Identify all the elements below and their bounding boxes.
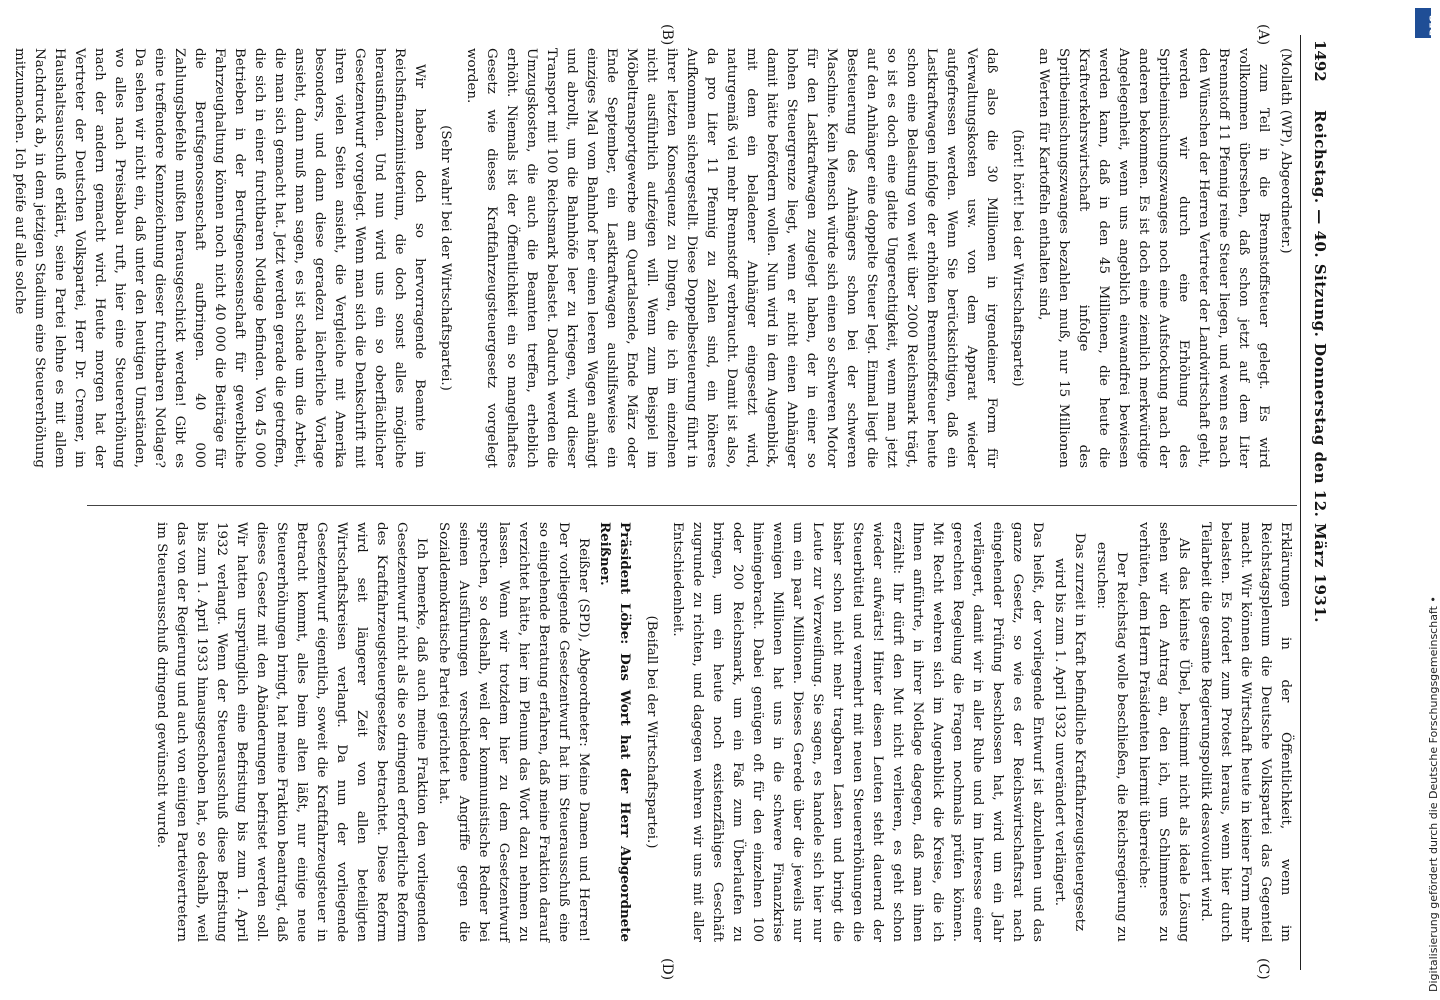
column-divider [87,505,1297,506]
header-rule [1300,35,1301,970]
motion-text: Das zurzeit in Kraft befindliche Kraftfahrzeugsteuergesetz wird bis zum 1. April 1932 unverändert verlängert. [1052,532,1087,932]
page-header [1301,20,1335,980]
rotated-page-content [12,20,1335,981]
paragraph: Das heißt, der vorliegende Entwurf ist abzulehnen und das ganze Gesetz, so wie es der Reichswirtschaftsrat nach eingehender Prüfung beschlossen hat, wird um ein Jahr verlängert, damit wir in aller Ruhe und im Interesse einer gerechten Regelung die Fragen nochmals prüfen können. Mit Recht wehren sich im Augenblick die Kreise, die ich Ihnen anführte, in ihrer Notlage dagegen, daß man ihnen erzählt: Ihr dürft den Mut nicht verlieren, es geht schon wieder aufwärts! Hinter diesen Leuten steht dauernd der Steuerbüttel und vermehrt mit neuen Steuererhöhungen die bisher schon nicht mehr tragbaren Lasten und bringt die Leute zur Verzweiflung. Sie sagen, es handele sich hier nur um ein paar Millionen. Dieses Gerede über die jeweils nur wenigen Millionen hat uns in die schwere Finanzkrise hineingebracht. Dabei genügen oft für den einzelnen 100 oder 200 Reichsmark, um ein Faß zum Überlaufen zu bringen, um ein heute noch existenzfähiges Geschäft zugrunde zu richten, und dagegen wehren wir uns mit aller Entschiedenheit. [670,522,1045,942]
margin-mark-a: (A) [1255,24,1271,46]
paragraph: Wir haben doch so hervorragende Beamte im Reichsfinanzministerium, die doch sonst alles mögliche herausfinden. Und nun wird uns ein so oberflächlicher Gesetzentwurf vorgelegt. Wenn man sich die Denkschrift mit ihren vielen Seiten ansieht, die Vergleiche mit Amerika besonders, und dann diese geradezu lächerliche Vorlage ansieht, dann muß man sagen, es ist schade um die Arbeit, die man sich gemacht hat. Jetzt werden gerade die getroffen, die sich in einer furchtbaren Notlage befinden. Von 45 000 Betrieben in der Berufsgenossenschaft für gewerbliche Fahrzeughaltung können noch nicht 40 000 die Beiträge für die Berufsgenossenschaft aufbringen. 40 000 Zahlungsbefehle mußten herausgeschickt werden! Gibt es eine treffendere Kennzeichnung dieser furchtbaren Notlage? Da sehen wir nicht ein, daß unter den heutigen Umständen, wo alles nach Preisabbau ruft, hier eine Steuererhöhung nach der andern gemacht wird. Heute morgen hat der Vertreter der Deutschen Volkspartei, Herr Dr. Cremer, im Haushaltsausschuß erklärt, seine Partei lehne es mit allem Nachdruck ab, in dem jetzigen Stadium eine Steuererhöhung mitzumachen. Ich pfeife auf alle solche [12,48,427,468]
interjection: (Beifall bei der Wirtschaftspartei.) [644,615,659,849]
left-column [7,48,1295,468]
motion-intro: Der Reichstag wolle beschließen, die Reichsregierung zu ersuchen: [1094,542,1129,942]
margin-mark-d: (D) [659,958,675,981]
speaker-announcement: Präsident Löbe: Das Wort hat der Herr Abgeordnete Reißner. [597,522,633,942]
running-title: Reichstag. — 40. Sitzung. Donnerstag den 12. März 1931. [1311,110,1329,624]
paragraph: Als das kleinste Übel, bestimmt nicht als ideale Lösung sehen wir den Antrag an, den ich, um Schlimmeres zu verhüten, dem Herrn Präsidenten hiermit überreiche: [1136,522,1191,942]
speaker-line: (Mollath (WP), Abgeordneter.) [1278,48,1293,254]
right-column [149,522,1295,942]
margin-mark-b: (B) [659,24,675,46]
paragraph: Reißner (SPD), Abgeordneter: Meine Damen und Herren! Der vorliegende Gesetzentwurf hat im Steuerausschuß eine so eingehende Beratung erfahren, daß meine Fraktion darauf verzichtet hätte, hier im Plenum das Wort dazu nehmen zu lassen. Wenn wir trotzdem hier zu dem Gesetzentwurf sprechen, so deshalb, weil der kommunistische Redner bei seinen Ausführungen verschiedene Angriffe gegen die Sozialdemokratische Partei gerichtet hat. [436,522,591,942]
margin-mark-c: (C) [1255,958,1271,980]
interjection: (hört! hört! bei der Wirtschaftspartei) [1010,129,1025,387]
paragraph: Ich bemerke, daß auch meine Fraktion den vorliegenden Gesetzentwurf nicht als die so dringend erforderliche Reform des Kraftfahrzeugsteuergesetzes betrachtet. Diese Reform wird seit längerer Zeit von allen beteiligten Wirtschaftskreisen verlangt. Da nun der vorliegende Gesetzentwurf eigentlich, soweit die Kraftfahrzeugsteuer in Betracht kommt, alles beim alten läßt, nur einige neue Steuererhöhungen bringt, hat meine Fraktion beantragt, daß dieses Gesetz mit den Abänderungen befristet werden soll. Wir hatten ursprünglich eine Befristung bis zum 1. April 1932 verlangt. Wenn der Steuerausschuß diese Befristung bis zum 1. April 1933 hinausgeschoben hat, so deshalb, weil das von der Regierung und auch von einigen Parteivertretern im Steuerausschuß dringend gewünscht wurde. [154,522,429,942]
dfg-logo-text: DFG [1429,14,1439,36]
digitization-caption: Digitalisierung gefördert durch die Deutsche Forschungsgemeinschaft • [1427,596,1440,992]
interjection: (Sehr wahr! bei der Wirtschaftspartei.) [438,125,453,391]
paragraph: zum Teil in die Brennstoffsteuer gelegt. Es wird vollkommen übersehen, daß schon jetzt auf dem Liter Brennstoff 11 Pfennig reine Steuer liegen, und wenn es nach den Wünschen der Herren Vertreter der Landwirtschaft geht, werden wir durch eine Erhöhung des Spritbeimischungszwanges noch eine Aufstockung nach der anderen bekommen. Es ist doch eine ziemlich merkwürdige Angelegenheit, wenn uns angeblich einwandfrei bewiesen werden kann, daß in den 45 Millionen, die heute die Kraftverkehrswirtschaft infolge des Spritbeimischungszwanges bezahlen muß, nur 15 Millionen an Werten für Kartoffeln enthalten sind, [1036,48,1271,468]
paragraph: daß also die 30 Millionen in irgendeiner Form für Verwaltungskosten usw. von dem Apparat wieder aufgefressen werden. Wenn Sie berücksichtigen, daß ein Lastkraftwagen infolge der erhöhten Brennstoffsteuer heute schon eine Belastung von weit über 2000 Reichsmark trägt, so ist es doch eine glatte Ungerechtigkeit, wenn man jetzt auf den Anhänger eine doppelte Steuer legt. Einmal liegt die Besteuerung des Anhängers schon bei der schweren Maschine. Kein Mensch würde sich einen so schweren Motor für den Lastkraftwagen zugelegt haben, der in einer so hohen Steuergrenze liegt, wenn er nicht einen Anhänger damit hätte befördern wollen. Nun wird in dem Augenblick, mit dem ein beladener Anhänger eingesetzt wird, naturgemäß viel mehr Brennstoff verbraucht. Damit ist also, da pro Liter 11 Pfennig zu zahlen sind, ein höheres Aufkommen sichergestellt. Diese Doppelbesteuerung führt in ihrer letzten Konsequenz zu Dingen, die ich im einzelnen nicht ausführlich aufzeigen will. Wenn zum Beispiel im Möbeltransportgewerbe am Quartalsende, Ende März oder Ende September, ein Lastkraftwagen aushilfsweise ein einziges Mal vom Bahnhof her einen leeren Wagen anhängt und abrollt, um die Bahnhöfe leer zu kriegen, wird dieser Transport mit 100 Reichsmark belastet. Dadurch werden die Umzugskosten, die auch die Beamten treffen, erheblich erhöht. Niemals ist der Öffentlichkeit ein so mangelhaftes Gesetz wie dieses Kraftfahrzeugsteuergesetz vorgelegt worden. [464,48,999,468]
page-number: 1492 [1311,40,1329,82]
paragraph: Erklärungen in der Öffentlichkeit, wenn im Reichstagsplenum die Deutsche Volkspartei das Gegenteil macht. Wir können die Wirtschaft heute in keiner Form mehr belasten. Es fordert zum Protest heraus, wenn hier durch Teilarbeit die gesamte Regierungspolitik desavouiert wird. [1198,522,1293,942]
